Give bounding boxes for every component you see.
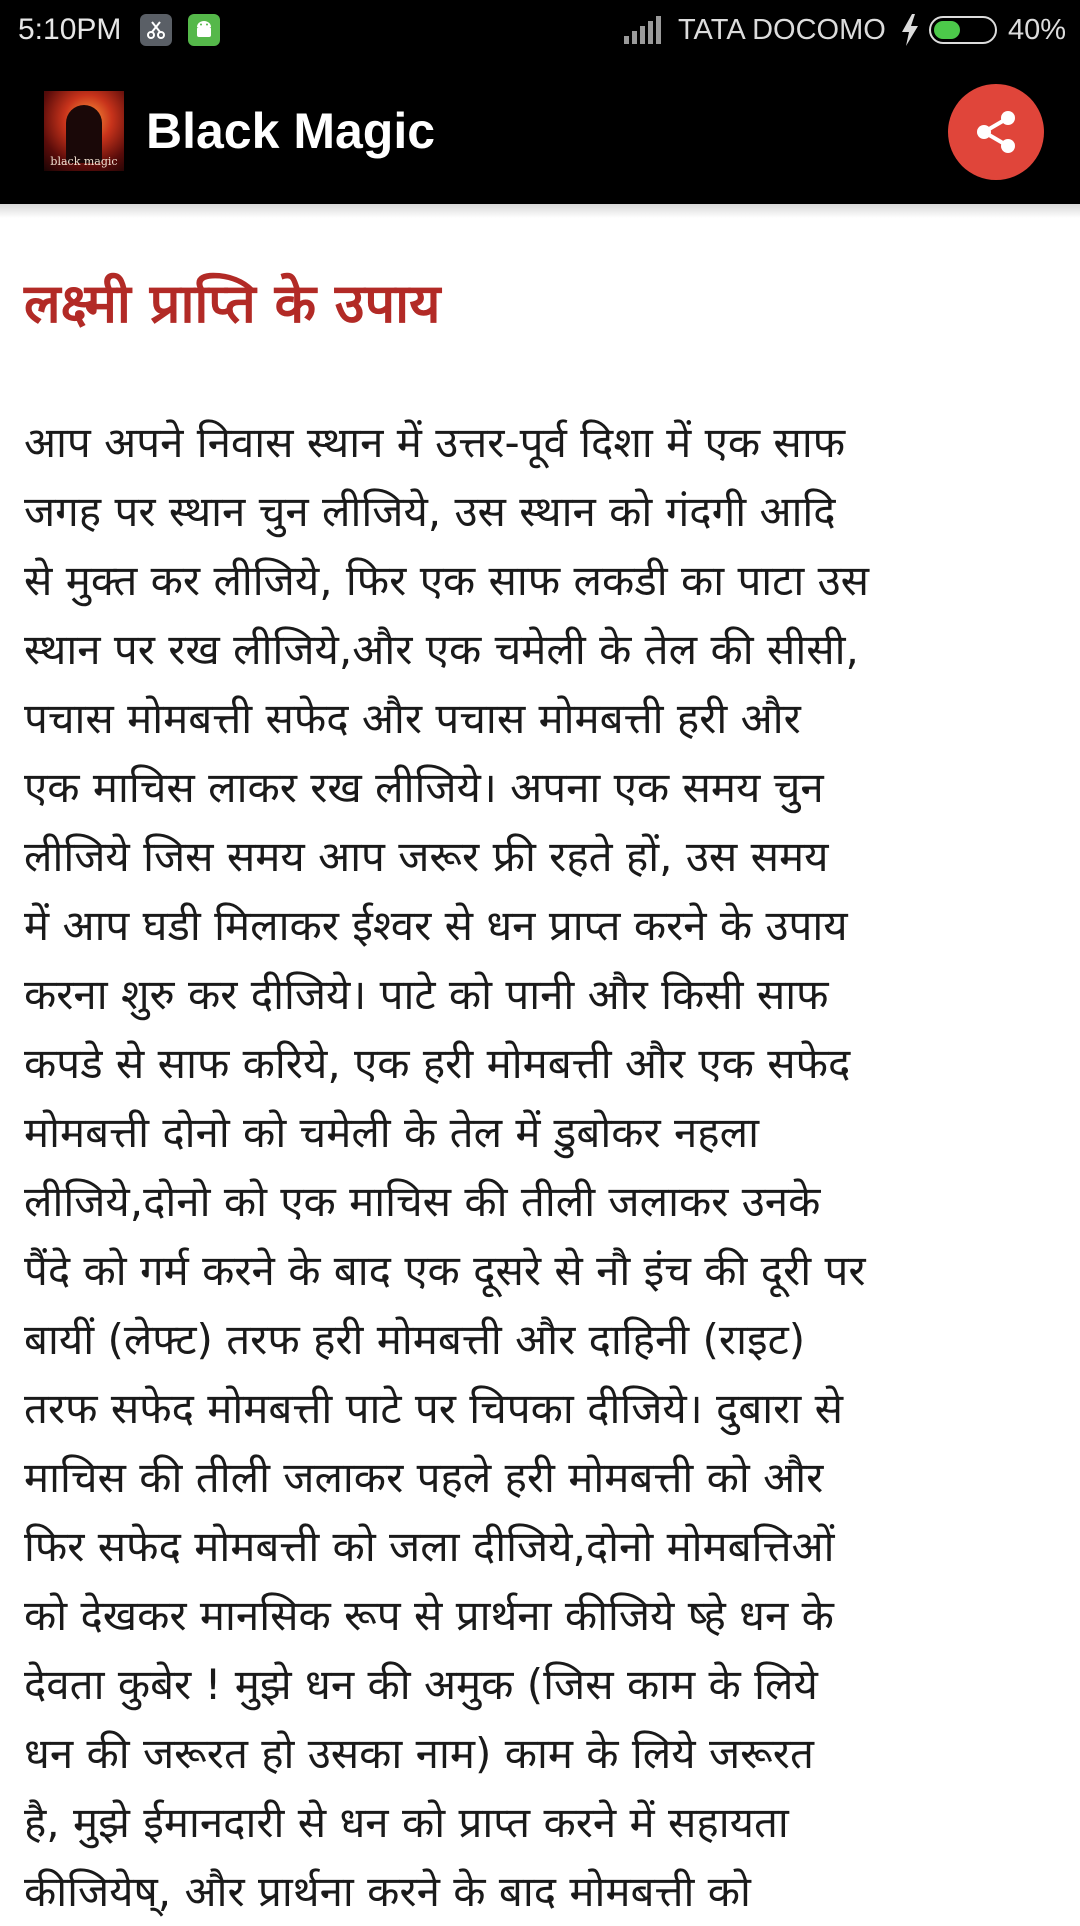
app-logo: [44, 91, 124, 171]
body-line: को देखकर मानसिक रूप से प्रार्थना कीजिये ष्हे धन के: [24, 1591, 834, 1640]
share-button[interactable]: [948, 84, 1044, 180]
article-body: [24, 408, 1064, 1926]
body-line: माचिस की तीली जलाकर पहले हरी मोमबत्ती को और: [24, 1453, 824, 1502]
battery-icon: [929, 16, 997, 44]
android-icon: [188, 14, 220, 46]
logo-text: black magic: [50, 155, 118, 168]
body-line: धन की जरूरत हो उसका नाम) काम के लिये जरूरत: [24, 1729, 814, 1778]
body-line: है, मुझे ईमानदारी से धन को प्राप्त करने में सहायता: [24, 1798, 789, 1847]
body-line: बायीं (लेफ्ट) तरफ हरी मोमबत्ती और दाहिनी (राइट): [24, 1315, 806, 1364]
body-line: लीजिये,दोनो को एक माचिस की तीली जलाकर उनके: [24, 1177, 821, 1226]
body-line: आप अपने निवास स्थान में उत्तर-पूर्व दिशा में एक साफ: [24, 418, 846, 467]
app-title: Black Magic: [146, 103, 436, 159]
body-line: फिर सफेद मोमबत्ती को जला दीजिये,दोनो मोमबत्तिओं: [24, 1522, 835, 1571]
share-icon: [972, 108, 1020, 156]
body-line: में आप घडी मिलाकर ईश्वर से धन प्राप्त करने के उपाय: [24, 901, 848, 950]
signal-icon: [624, 16, 664, 48]
body-line: एक माचिस लाकर रख लीजिये। अपना एक समय चुन: [24, 763, 824, 812]
body-line: स्थान पर रख लीजिये,और एक चमेली के तेल की सीसी,: [24, 625, 859, 674]
carrier-name: TATA DOCOMO: [678, 14, 886, 46]
scissors-app-icon: [140, 14, 172, 46]
article-title: लक्ष्मी प्राप्ति के उपाय: [24, 272, 441, 335]
body-line: लीजिये जिस समय आप जरूर फ्री रहते हों, उस समय: [24, 832, 829, 881]
battery-percent: 40%: [1008, 14, 1067, 46]
body-line: से मुक्त कर लीजिये, फिर एक साफ लकडी का पाटा उस: [24, 556, 869, 605]
body-line: कपडे से साफ करिये, एक हरी मोमबत्ती और एक सफेद: [24, 1039, 851, 1088]
body-line: देवता कुबेर ! मुझे धन की अमुक (जिस काम के लिये: [24, 1660, 818, 1709]
battery-level: [934, 21, 960, 39]
body-line: पचास मोमबत्ती सफेद और पचास मोमबत्ती हरी और: [24, 694, 801, 743]
toolbar-shadow: [0, 204, 1080, 218]
charging-bolt-icon: [900, 14, 920, 50]
status-time: 5:10PM: [18, 13, 122, 46]
body-line: मोमबत्ती दोनो को चमेली के तेल में डुबोकर नहला: [24, 1108, 759, 1157]
body-line: करना शुरु कर दीजिये। पाटे को पानी और किसी साफ: [24, 970, 829, 1019]
status-bar: [0, 0, 1080, 61]
body-line: जगह पर स्थान चुन लीजिये, उस स्थान को गंदगी आदि: [24, 487, 836, 536]
body-line: कीजियेष्, और प्रार्थना करने के बाद मोमबत्ती को: [24, 1867, 751, 1916]
app-bar: [0, 61, 1080, 204]
body-line: पैंदे को गर्म करने के बाद एक दूसरे से नौ इंच की दूरी पर: [24, 1246, 866, 1295]
body-line: तरफ सफेद मोमबत्ती पाटे पर चिपका दीजिये। दुबारा से: [24, 1384, 843, 1433]
